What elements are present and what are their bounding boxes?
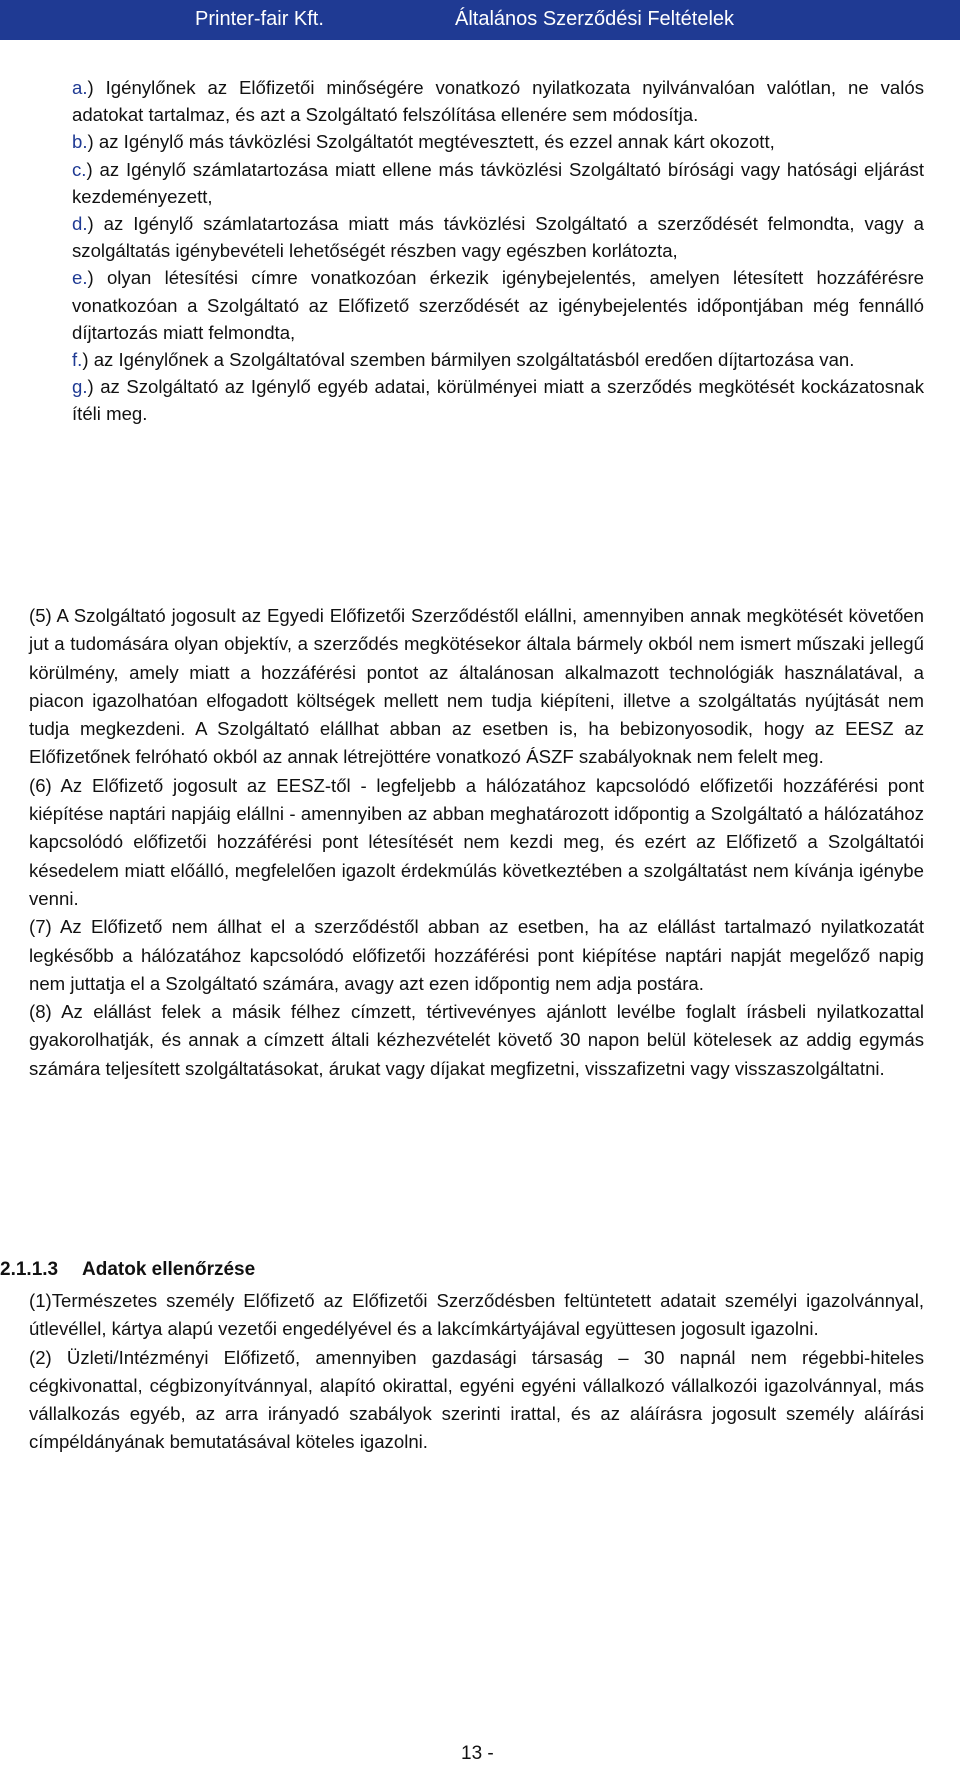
list-marker: d.	[72, 213, 88, 235]
header-company: Printer-fair Kft.	[195, 8, 324, 30]
list-marker: b.	[72, 131, 88, 153]
list-marker: g.	[72, 376, 88, 398]
list-marker: e.	[72, 267, 88, 289]
paragraph-6: (6) Az Előfizető jogosult az EESZ-től - legfeljebb a hálózatához kapcsolódó előfizetői hozzáférési pont kiépítése naptári napjáig elállni - amennyiben az abban meghatározott időpontig a Szolgáltató a hálózatához kapcsolódó előfizetői hozzáférési pont létesítését nem kezdi meg, és ezért az Előfizető a Szolgáltatói késedelem miatt előálló, megfelelően igazolt érdekmúlás következtében a szolgáltatást nem kívánja igénybe venni.	[29, 774, 924, 909]
page-number: 13 -	[461, 1743, 494, 1764]
section-title: Adatok ellenőrzése	[82, 1259, 256, 1280]
list-item	[72, 346, 924, 373]
list-item-text: ) az Igénylőnek a Szolgáltatóval szemben bármilyen szolgáltatásból eredően díjtartozása van.	[82, 349, 855, 371]
page-header	[0, 0, 960, 40]
contract-paragraphs	[29, 602, 924, 1083]
list-item	[72, 74, 924, 128]
list-item	[72, 128, 924, 155]
list-marker: f.	[72, 349, 83, 371]
list-item-text: ) az Szolgáltató az Igénylő egyéb adatai, körülményei miatt a szerződés megkötését kockázatosnak ítéli meg.	[72, 376, 924, 425]
list-item	[72, 210, 924, 264]
section-number: 2.1.1.3	[0, 1259, 59, 1280]
paragraph-8: (8) Az elállást felek a másik félhez címzett, tértivevényes ajánlott levélbe foglalt írásbeli nyilatkozattal gyakorolhatják, és annak a címzett általi kézhezvételét követő 30 napon belül kötelesek az addig egymás számára teljesített szolgáltatásokat, árukat vagy díjakat megfizetni, visszafizetni vagy visszaszolgáltatni.	[29, 1001, 924, 1079]
list-item-text: ) az Igénylő más távközlési Szolgáltatót megtévesztett, és ezzel annak kárt okozott,	[87, 131, 775, 153]
list-item-text: ) az Igénylő számlatartozása miatt ellene más távközlési Szolgáltató bírósági vagy hatósági eljárást kezdeményezett,	[72, 158, 924, 207]
paragraph-7: (7) Az Előfizető nem állhat el a szerződéstől abban az esetben, ha az elállást tartalmazó nyilatkozatát legkésőbb a hálózatához kapcsolódó előfizetői hozzáférési pont kiépítése naptári napját megelőző napig nem juttatja el a Szolgáltató számára, avagy azt ezen időpontig nem adja postára.	[29, 916, 924, 994]
section-paragraph-1: (1)Természetes személy Előfizető az Előfizetői Szerződésben feltüntetett adatait személyi igazolvánnyal, útlevéllel, kártya alapú vezetői engedélyével és a lakcímkártyájával együttesen jogosult igazolni.	[29, 1290, 924, 1340]
list-item-text: ) Igénylőnek az Előfizetői minőségére vonatkozó nyilatkozata nyilvánvalóan valótlan, ne valós adatokat tartalmaz, és azt a Szolgáltató felszólítása ellenére sem módosítja.	[72, 77, 924, 126]
header-title: Általános Szerződési Feltételek	[455, 8, 735, 30]
paragraph-5: (5) A Szolgáltató jogosult az Egyedi Előfizetői Szerződéstől elállni, amennyiben annak megkötését követően jut a tudomására olyan objektív, a szerződés megkötésekor általa bármely okból nem ismert műszaki jellegű körülmény, amely miatt a hozzáférési pontot az általánosan alkalmazott technológiák használatával, a piacon igazolhatóan elfogadott költségek mellett nem tudja kiépíteni, illetve a szolgáltatás nyújtását nem tudja megkezdeni. A Szolgáltató elállhat abban az esetben is, ha bebizonyosodik, hogy az EESZ az Előfizetőnek felróható okból az annak létrejöttére vonatkozó ÁSZF szabályoknak nem felelt meg.	[29, 605, 924, 768]
list-marker: c.	[72, 158, 87, 180]
section-paragraphs	[29, 1287, 924, 1457]
condition-list	[72, 74, 924, 428]
list-item	[72, 264, 924, 346]
list-marker: a.	[72, 77, 88, 98]
list-item-text: ) az Igénylő számlatartozása miatt más távközlési Szolgáltató a szerződését felmondta, vagy a szolgáltatás igénybevételi lehetőségét részben vagy egészben korlátozta,	[72, 213, 924, 262]
section-paragraph-2: (2) Üzleti/Intézményi Előfizető, amennyiben gazdasági társaság – 30 napnál nem régebbi-hiteles cégkivonattal, cégbizonyítvánnyal, alapító okirattal, egyéni egyéni vállalkozó vállalkozói igazolvánnyal, más vállalkozás egyéb, az arra irányadó szabályok szerinti irattal, és az aláírásra jogosult személy aláírási címpéldányának bemutatásával köteles igazolni.	[29, 1346, 924, 1453]
list-item	[72, 373, 924, 427]
list-item	[72, 156, 924, 210]
section-heading	[0, 1259, 255, 1281]
list-item-text: ) olyan létesítési címre vonatkozóan érkezik igénybejelentés, amelyen létesített hozzáférésre vonatkozóan a Szolgáltató az Előfizető szerződését az igénybejelentés időpontjában még fennálló díjtartozás miatt felmondta,	[72, 267, 924, 343]
